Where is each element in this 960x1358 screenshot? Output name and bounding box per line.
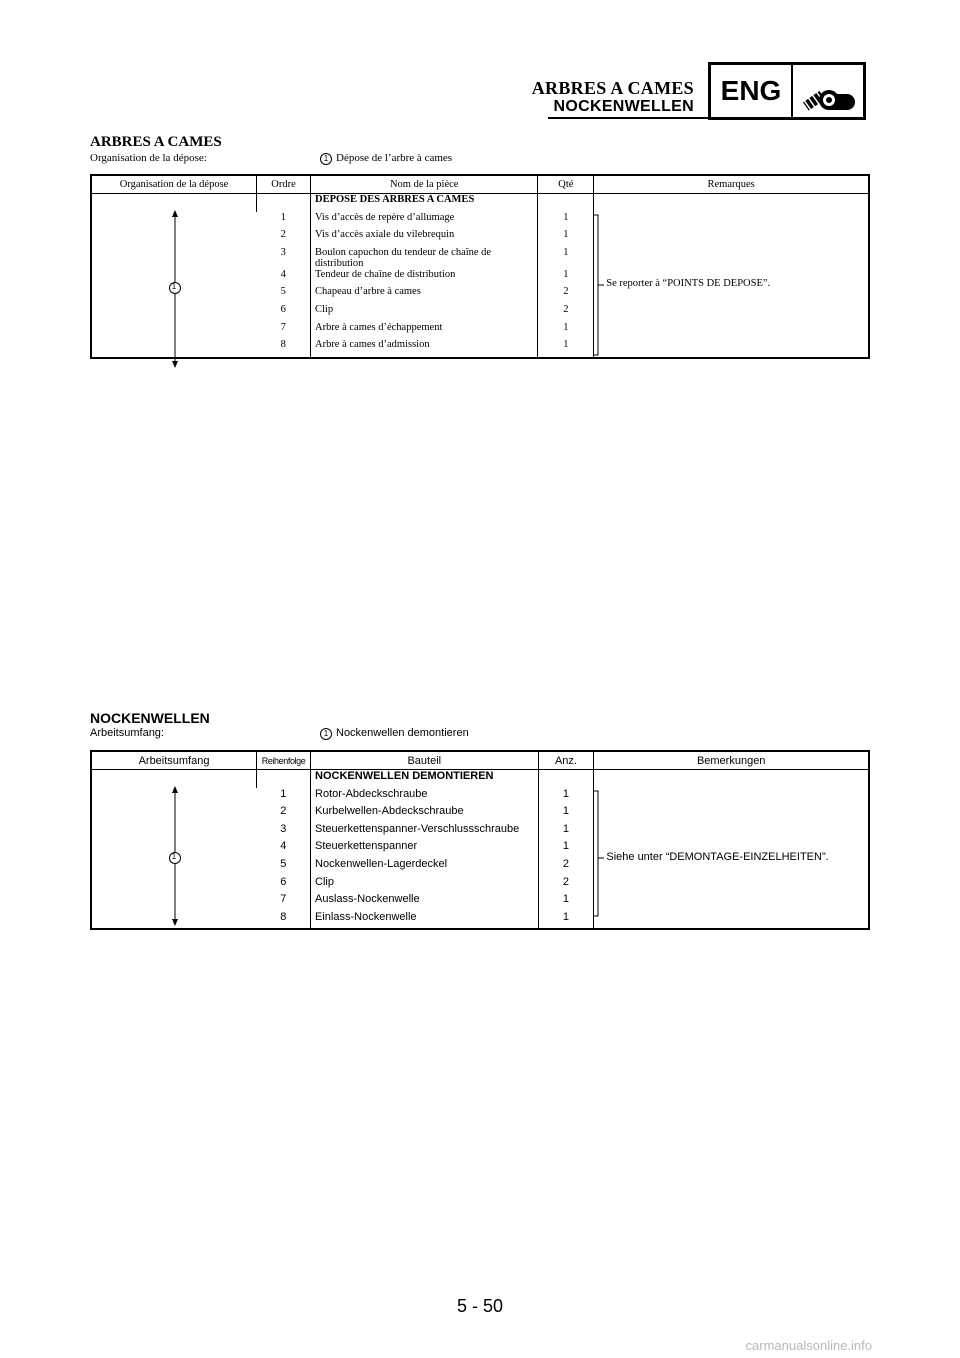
org-label: Arbeitsumfang: [90, 727, 164, 739]
sequence-arrow [91, 194, 257, 358]
page-number: 5 - 50 [456, 1296, 504, 1316]
table-header [91, 175, 869, 194]
table-row: 5 Nockenwellen-Lagerdeckel 2 [91, 858, 869, 876]
table-row: 2 Vis d’accès axiale du vilebrequin 1 [91, 229, 869, 247]
org-line [90, 152, 870, 168]
table-row: 4 Steuerkettenspanner 1 [91, 840, 869, 858]
col-header: Ordre [257, 175, 311, 194]
table-row: 1 Rotor-Abdeckschraube 1 [91, 788, 869, 806]
org-label: Organisation de la dépose: [90, 152, 207, 164]
org-line [90, 727, 870, 743]
org-value [320, 152, 452, 165]
org-text: Dépose de l’arbre à cames [336, 152, 453, 164]
col-header: Arbeitsumfang [91, 751, 257, 770]
header-rule [548, 117, 708, 119]
header-title-de: NOCKENWELLEN [553, 98, 694, 115]
removal-table [90, 750, 870, 930]
subheading: NOCKENWELLEN DEMONTIEREN [311, 770, 539, 788]
col-header: Remarques [594, 175, 869, 194]
table-row [91, 770, 869, 788]
remark-text: Siehe unter “DEMONTAGE-EINZELHEITEN”. [606, 851, 829, 863]
header-title [532, 78, 694, 116]
table-row: 6 Clip 2 [91, 304, 869, 322]
engine-camshaft-icon [793, 65, 863, 117]
subheading: DEPOSE DES ARBRES A CAMES [310, 194, 537, 212]
col-header: Bemerkungen [594, 751, 869, 770]
remark-text: Se reporter à “POINTS DE DEPOSE”. [606, 278, 771, 289]
remarks-cell [594, 194, 869, 358]
removal-table [90, 174, 870, 359]
section-fr [90, 134, 870, 351]
table-row: 2 Kurbelwellen-Abdeckschraube 1 [91, 805, 869, 823]
step-marker: 1 [320, 728, 332, 740]
arrow-marker: 1 [171, 282, 177, 291]
col-header: Reihenfolge [257, 751, 311, 770]
table-row: 1 Vis d’accès de repère d’allumage 1 [91, 212, 869, 230]
col-header: Anz. [538, 751, 594, 770]
org-value [320, 727, 469, 740]
col-header: Nom de la pièce [310, 175, 537, 194]
eng-label: ENG [711, 65, 793, 117]
table-row: 6 Clip 2 [91, 876, 869, 894]
remarks-cell [594, 770, 869, 930]
table-row: 4 Tendeur de chaîne de distribution 1 [91, 269, 869, 287]
eng-badge [708, 62, 866, 120]
sequence-arrow [91, 770, 257, 930]
section-title: ARBRES A CAMES [90, 134, 222, 150]
section-de [90, 710, 870, 923]
col-header: Organisation de la dépose [91, 175, 257, 194]
org-text: Nockenwellen demontieren [336, 727, 469, 739]
table-row: 7 Auslass-Nockenwelle 1 [91, 893, 869, 911]
table-row: 5 Chapeau d’arbre à cames 2 [91, 286, 869, 304]
arrow-marker: 1 [171, 852, 177, 861]
table-row [91, 194, 869, 212]
table-row: 8 Arbre à cames d’admission 1 [91, 339, 869, 358]
table-header [91, 751, 869, 770]
watermark: carmanualsonline.info [745, 1338, 872, 1353]
table-row: 8 Einlass-Nockenwelle 1 [91, 911, 869, 930]
section-title: NOCKENWELLEN [90, 710, 210, 726]
header-title-fr: ARBRES A CAMES [531, 78, 694, 98]
table-row: 3 Steuerkettenspanner-Verschlussschraube 1 [91, 823, 869, 841]
col-header: Bauteil [311, 751, 539, 770]
col-header: Qté [538, 175, 594, 194]
step-marker: 1 [320, 153, 332, 165]
table-row: 7 Arbre à cames d’échappement 1 [91, 322, 869, 340]
table-row: 3 Boulon capuchon du tendeur de chaîne de distribution 1 [91, 247, 869, 269]
